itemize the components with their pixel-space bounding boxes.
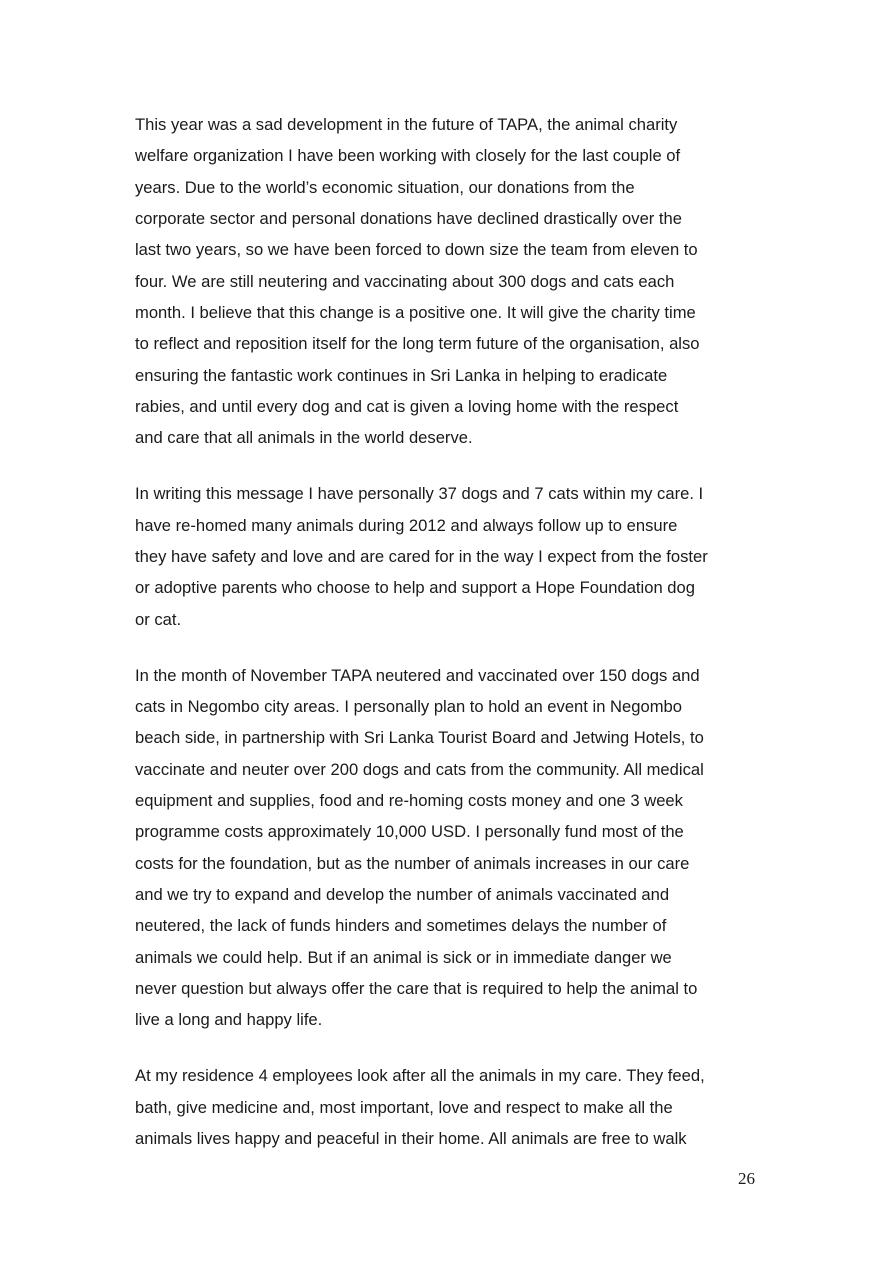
page-number: 26 <box>738 1169 755 1188</box>
text-line: programme costs approximately 10,000 USD. I personally fund most of the <box>135 822 684 841</box>
text-line: never question but always offer the care that is required to help the animal to <box>135 979 698 998</box>
text-line: neutered, the lack of funds hinders and sometimes delays the number of <box>135 916 667 935</box>
text-line: ensuring the fantastic work continues in Sri Lanka in helping to eradicate <box>135 366 668 385</box>
text-line: they have safety and love and are cared for in the way I expect from the foster <box>135 547 708 566</box>
text-line: last two years, so we have been forced to down size the team from eleven to <box>135 240 698 259</box>
text-line: costs for the foundation, but as the number of animals increases in our care <box>135 854 690 873</box>
text-line: vaccinate and neuter over 200 dogs and cats from the community. All medical <box>135 760 704 779</box>
text-line: animals we could help. But if an animal is sick or in immediate danger we <box>135 948 672 967</box>
text-line: or adoptive parents who choose to help and support a Hope Foundation dog <box>135 578 695 597</box>
text-line: bath, give medicine and, most important, love and respect to make all the <box>135 1098 673 1117</box>
text-line: years. Due to the world’s economic situation, our donations from the <box>135 178 635 197</box>
text-line: month. I believe that this change is a positive one. It will give the charity time <box>135 303 696 322</box>
text-line: and care that all animals in the world deserve. <box>135 428 473 447</box>
text-line: corporate sector and personal donations have declined drastically over the <box>135 209 683 228</box>
text-line: have re-homed many animals during 2012 and always follow up to ensure <box>135 516 678 535</box>
text-line: to reflect and reposition itself for the long term future of the organisation, also <box>135 334 700 353</box>
text-line: rabies, and until every dog and cat is given a loving home with the respect <box>135 397 679 416</box>
text-line: four. We are still neutering and vaccinating about 300 dogs and cats each <box>135 272 675 291</box>
text-line: live a long and happy life. <box>135 1010 323 1029</box>
text-line: or cat. <box>135 610 182 629</box>
text-line: welfare organization I have been working with closely for the last couple of <box>135 146 681 165</box>
text-line: At my residence 4 employees look after all the animals in my care. They feed, <box>135 1066 705 1085</box>
text-line: beach side, in partnership with Sri Lanka Tourist Board and Jetwing Hotels, to <box>135 728 704 747</box>
text-line: cats in Negombo city areas. I personally plan to hold an event in Negombo <box>135 697 682 716</box>
text-line: equipment and supplies, food and re-homing costs money and one 3 week <box>135 791 683 810</box>
text-line: and we try to expand and develop the number of animals vaccinated and <box>135 885 670 904</box>
text-line: In writing this message I have personally 37 dogs and 7 cats within my care. I <box>135 484 704 503</box>
text-line: This year was a sad development in the future of TAPA, the animal charity <box>135 115 678 134</box>
text-line: animals lives happy and peaceful in their home. All animals are free to walk <box>135 1129 687 1148</box>
text-line: In the month of November TAPA neutered and vaccinated over 150 dogs and <box>135 666 700 685</box>
